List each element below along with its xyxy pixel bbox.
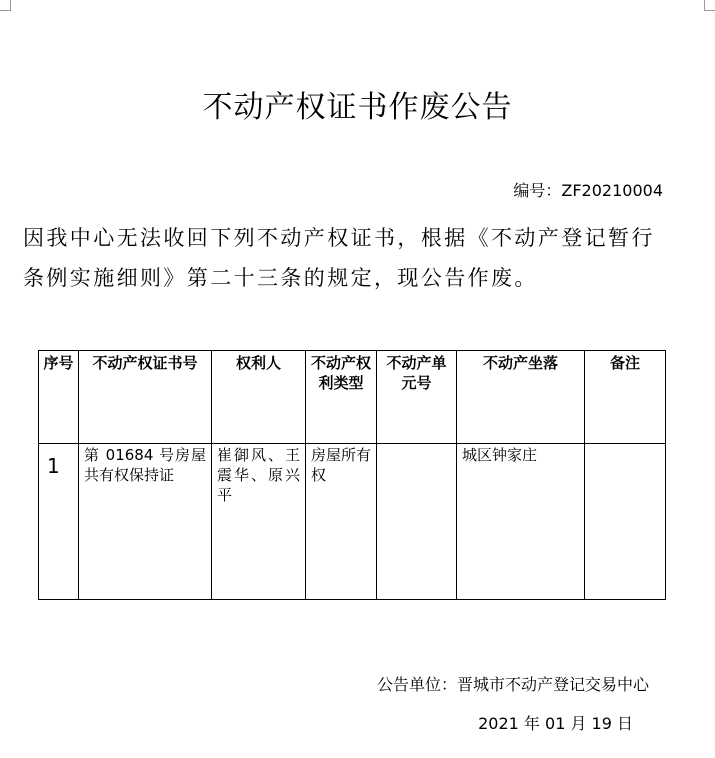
header-right-type: 不动产权利类型 xyxy=(306,351,377,444)
cell-unit-no xyxy=(377,444,457,600)
certificate-table xyxy=(38,350,666,600)
header-unit-no: 不动产单元号 xyxy=(377,351,457,444)
document-title: 不动产权证书作废公告 xyxy=(202,90,513,125)
document-number: 编号：ZF20210004 xyxy=(513,181,663,200)
issuing-unit: 公告单位：晋城市不动产登记交易中心 xyxy=(376,675,649,694)
cell-seq: 1 xyxy=(39,444,79,600)
table-row xyxy=(39,444,666,600)
announcement-body: 因我中心无法收回下列不动产权证书，根据《不动产登记暂行条例实施细则》第二十三条的规定，现公告作废。 xyxy=(23,226,655,290)
header-cert-no: 不动产权证书号 xyxy=(79,351,212,444)
cell-cert-no: 第 01684 号房屋共有权保持证 xyxy=(79,444,212,600)
header-remark: 备注 xyxy=(585,351,666,444)
cell-owner: 崔御风、王震华、原兴平 xyxy=(212,444,306,600)
cell-location: 城区钟家庄 xyxy=(457,444,585,600)
table-header-row xyxy=(39,351,666,444)
issue-date: 2021 年 01 月 19 日 xyxy=(478,714,633,733)
header-owner: 权利人 xyxy=(212,351,306,444)
page-corner-marker-left xyxy=(0,0,11,11)
cell-remark xyxy=(585,444,666,600)
header-location: 不动产坐落 xyxy=(457,351,585,444)
cell-right-type: 房屋所有权 xyxy=(306,444,377,600)
header-seq: 序号 xyxy=(39,351,79,444)
page-corner-marker-right xyxy=(704,0,715,11)
